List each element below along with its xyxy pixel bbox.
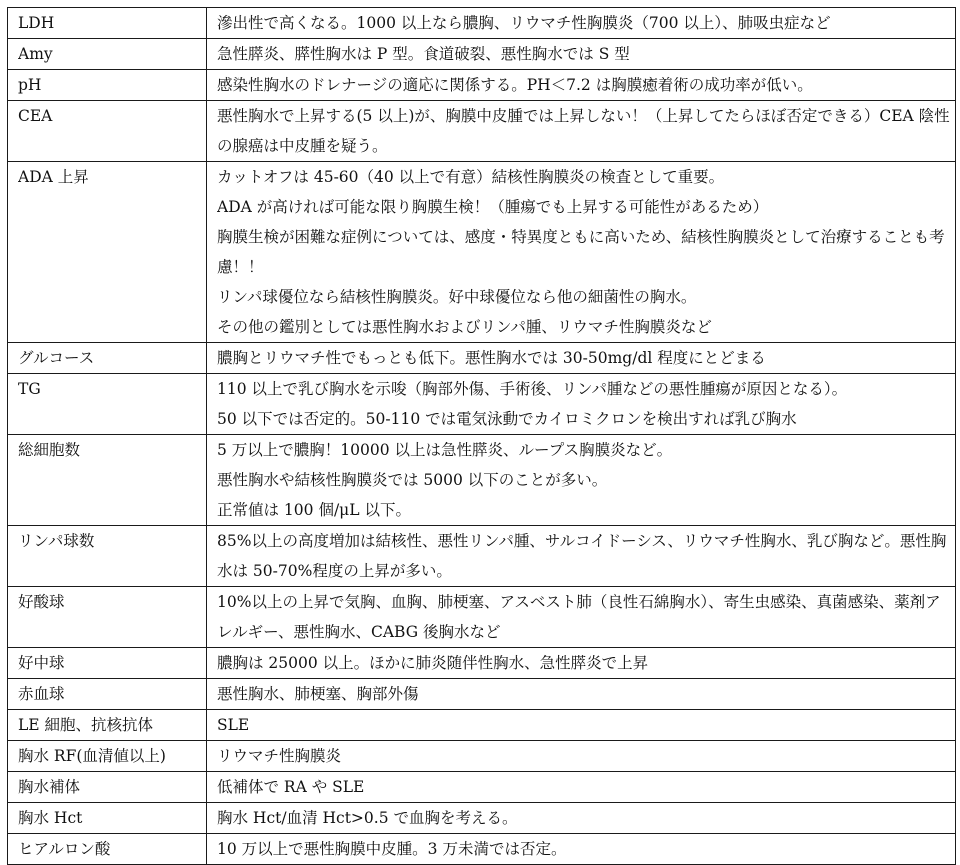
row-value-line: 110 以上で乳び胸水を示唆（胸部外傷、手術後、リンパ腫などの悪性腫瘍が原因となる）。 — [217, 380, 848, 398]
row-value — [207, 39, 956, 70]
row-value-line: リンパ球優位なら結核性胸膜炎。好中球優位なら他の細菌性の胸水。 — [217, 288, 697, 306]
table-row — [8, 435, 956, 526]
row-value-line: 滲出性で高くなる。1000 以上なら膿胸、リウマチ性胸膜炎（700 以上）、肺吸虫症など — [217, 14, 831, 32]
table-row — [8, 834, 956, 865]
row-value-line: 急性膵炎、膵性胸水は P 型。食道破裂、悪性胸水では S 型 — [217, 45, 630, 63]
row-value — [207, 374, 956, 435]
row-key-text: ヒアルロン酸 — [18, 840, 111, 858]
row-key-text: 胸水 Hct — [18, 809, 83, 827]
row-value-line: 悪性胸水、肺梗塞、胸部外傷 — [217, 685, 419, 703]
row-value-line: 5 万以上で膿胸！10000 以上は急性膵炎、ループス胸膜炎など。 — [217, 441, 673, 459]
row-value — [207, 648, 956, 679]
row-value — [207, 70, 956, 101]
row-value-line: 10%以上の上昇で気胸、血胸、肺梗塞、アスベスト肺（良性石綿胸水）、寄生虫感染、真菌感染、薬剤アレルギー、悪性胸水、CABG 後胸水など — [217, 593, 941, 641]
row-key — [8, 741, 207, 772]
row-key-text: LDH — [18, 14, 55, 32]
row-key — [8, 803, 207, 834]
row-key-text: 胸水補体 — [18, 778, 81, 796]
row-key-text: Amy — [18, 45, 53, 63]
table-row — [8, 772, 956, 803]
row-value — [207, 741, 956, 772]
table-row — [8, 8, 956, 39]
row-key — [8, 587, 207, 648]
row-key-text: グルコース — [18, 349, 95, 367]
table-body — [8, 8, 956, 865]
row-value-line: カットオフは 45-60（40 以上で有意）結核性胸膜炎の検査として重要。 — [217, 168, 725, 186]
row-key — [8, 70, 207, 101]
pleural-fluid-table — [7, 7, 956, 865]
row-key — [8, 710, 207, 741]
row-value-line: 胸膜生検が困難な症例については、感度・特異度ともに高いため、結核性胸膜炎として治療することも考慮！！ — [217, 228, 945, 276]
row-value-line: 正常値は 100 個/μL 以下。 — [217, 501, 411, 519]
row-key — [8, 374, 207, 435]
table-row — [8, 803, 956, 834]
table-row — [8, 648, 956, 679]
row-value — [207, 101, 956, 162]
row-value-line: 85%以上の高度増加は結核性、悪性リンパ腫、サルコイドーシス、リウマチ性胸水、乳び胸など。悪性胸水は 50-70%程度の上昇が多い。 — [217, 532, 947, 580]
row-key-text: 赤血球 — [18, 685, 65, 703]
row-value-line: 悪性胸水や結核性胸膜炎では 5000 以下のことが多い。 — [217, 471, 608, 489]
row-value-line: 低補体で RA や SLE — [217, 778, 365, 796]
row-key — [8, 343, 207, 374]
row-key-text: pH — [18, 76, 42, 94]
row-value-line: 膿胸とリウマチ性でもっとも低下。悪性胸水では 30-50mg/dl 程度にとどまる — [217, 349, 766, 367]
row-key-text: TG — [18, 380, 41, 398]
row-value — [207, 772, 956, 803]
row-key-text: 総細胞数 — [18, 441, 81, 459]
table-row — [8, 343, 956, 374]
row-key — [8, 101, 207, 162]
row-key — [8, 162, 207, 343]
table-row — [8, 101, 956, 162]
table-row — [8, 587, 956, 648]
row-key — [8, 679, 207, 710]
row-value — [207, 710, 956, 741]
table-row — [8, 741, 956, 772]
row-value — [207, 803, 956, 834]
row-key — [8, 8, 207, 39]
table-row — [8, 679, 956, 710]
row-value-line: 胸水 Hct/血清 Hct>0.5 で血胸を考える。 — [217, 809, 518, 827]
row-value — [207, 587, 956, 648]
row-key-text: リンパ球数 — [18, 532, 95, 550]
row-key-text: ADA 上昇 — [18, 168, 89, 186]
row-value — [207, 343, 956, 374]
row-value-line: その他の鑑別としては悪性胸水およびリンパ腫、リウマチ性胸膜炎など — [217, 318, 712, 336]
row-key-text: 好中球 — [18, 654, 65, 672]
table-row — [8, 710, 956, 741]
row-value-line: 10 万以上で悪性胸膜中皮腫。3 万未満では否定。 — [217, 840, 567, 858]
row-key — [8, 772, 207, 803]
row-value-line: リウマチ性胸膜炎 — [217, 747, 342, 765]
row-key — [8, 435, 207, 526]
row-value-line: SLE — [217, 716, 250, 734]
row-key — [8, 526, 207, 587]
row-value-line: 悪性胸水で上昇する(5 以上)が、胸膜中皮腫では上昇しない！（上昇してたらほぼ否定できる）CEA 陰性の腺癌は中皮腫を疑う。 — [217, 107, 950, 155]
row-key-text: 胸水 RF(血清値以上) — [18, 747, 166, 765]
row-value-line: 50 以下では否定的。50-110 では電気泳動でカイロミクロンを検出すれば乳び胸水 — [217, 410, 797, 428]
row-key-text: 好酸球 — [18, 593, 65, 611]
row-key — [8, 648, 207, 679]
row-value — [207, 679, 956, 710]
row-value-line: 膿胸は 25000 以上。ほかに肺炎随伴性胸水、急性膵炎で上昇 — [217, 654, 649, 672]
row-value — [207, 435, 956, 526]
table-row — [8, 162, 956, 343]
row-value-line: 感染性胸水のドレナージの適応に関係する。PH＜7.2 は胸膜癒着術の成功率が低い。 — [217, 76, 813, 94]
row-value — [207, 834, 956, 865]
row-key — [8, 834, 207, 865]
row-value — [207, 8, 956, 39]
table-row — [8, 70, 956, 101]
row-key-text: CEA — [18, 107, 53, 125]
row-key — [8, 39, 207, 70]
table-row — [8, 39, 956, 70]
table-row — [8, 374, 956, 435]
row-value-line: ADA が高ければ可能な限り胸膜生検！（腫瘍でも上昇する可能性があるため） — [217, 198, 769, 216]
row-value — [207, 526, 956, 587]
table-row — [8, 526, 956, 587]
row-key-text: LE 細胞、抗核抗体 — [18, 716, 154, 734]
row-value — [207, 162, 956, 343]
